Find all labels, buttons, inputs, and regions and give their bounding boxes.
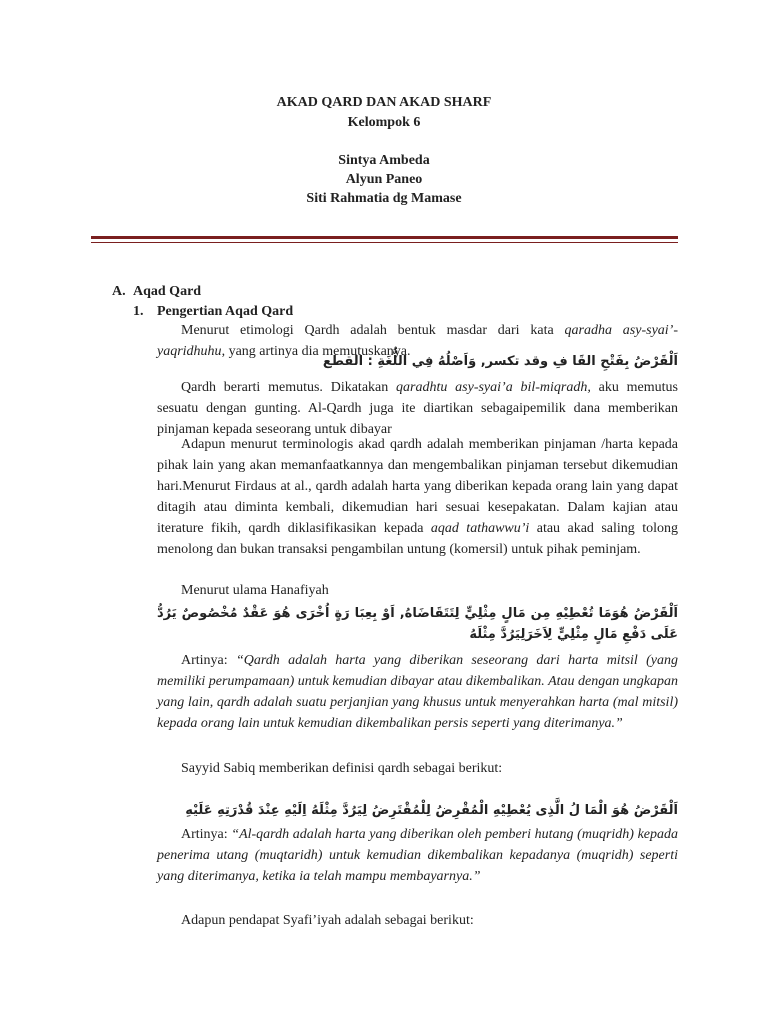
paragraph-translation-2: Artinya: “Al-qardh adalah harta yang diberikan oleh pemberi hutang (muqridh) kepada penerima utang (muqtaridh) untuk kemudian dikembalikan kepadanya (muqridh) seperti yang diterimanya, ketika ia telah mampu membayarnya.” [157, 827, 679, 884]
author-name: Alyun Paneo [345, 172, 423, 187]
author-name: Sintya Ambeda [338, 153, 430, 168]
arabic-sayyid-sabiq: اَلْقَرْضُ هُوَ الْمَا لُ الَّذِى يُعْطِيْهِ الْمُقْرِضُ لِلْمُقْتَرِضُ لِيَرُدَّ مِثْلَهُ اِلَيْهِ عِنْدَ قُدْرَتِهِ عَلَيْهِ [185, 803, 678, 818]
arabic-quote: اَلْقَرْضُ بِفَتْحِ القَا فِ وقد تكسر, وَاَصْلُهُ فِي اللُّغَةِ : القطع [322, 354, 678, 369]
paragraph-translation-1: Artinya: “Qardh adalah harta yang diberikan seseorang dari harta mitsil (yang memiliki perumpamaan) untuk kemudian dibayar atau dikembalikan. Atau dengan ungkapan yang lain, qardh adalah suatu perjanjian yang khusus untuk menyerahkan harta (mal mitsil) kepada orang lain untuk kemudian dikembalikan persis seperti yang diterimanya.” [157, 653, 678, 731]
group-name: Kelompok 6 [347, 115, 421, 130]
subsection-heading: Pengertian Aqad Qard [157, 304, 294, 319]
paragraph-etymology: Menurut etimologi Qardh adalah bentuk masdar dari kata qaradha asy-syai’-yaqridhuhu, yang artinya dia memutuskanya. [157, 323, 678, 359]
title-divider-thin [91, 242, 678, 243]
paragraph-terminology: Adapun menurut terminologis akad qardh adalah memberikan pinjaman /harta kepada pihak lain yang akan memanfaatkannya dan mengembalikan pinjaman tersebut dikemudian hari.Menurut Firdaus at al., qardh adalah harta yang diberikan kepada orang lain yang dapat ditagih atau diminta kembali, dikemudian hari sesuai kesepakatan. Dalam kajian atau iterature fikih, qardh diklasifikasikan kepada aqad tathawwu’i atau akad saling tolong menolong dan bukan transaksi pengambilan untung (komersil) untuk pihak peminjam. [157, 437, 678, 557]
author-name: Siti Rahmatia dg Mamase [306, 191, 462, 206]
title-divider-thick [91, 236, 678, 239]
paragraph-hanafiyah-intro: Menurut ulama Hanafiyah [181, 583, 329, 598]
paragraph-sayyid-sabiq: Sayyid Sabiq memberikan definisi qardh sebagai berikut: [181, 761, 503, 776]
document-title: AKAD QARD DAN AKAD SHARF [276, 95, 492, 110]
paragraph-syafiiyah-intro: Adapun pendapat Syafi’iyah adalah sebagai berikut: [181, 913, 474, 928]
section-marker: A. [112, 284, 126, 299]
section-heading: Aqad Qard [133, 284, 202, 299]
paragraph-qardh-meaning: Qardh berarti memutus. Dikatakan qaradhtu asy-syai’a bil-miqradh, aku memutus sesuatu dengan gunting. Al-Qardh juga ite diartikan sebagaipemilik dana memberikan pinjaman kepada seseorang untuk dibayar [157, 380, 678, 437]
subsection-marker: 1. [133, 304, 144, 319]
arabic-hanafiyah: اَلْقَرْضُ هُوَمَا تُعْطِيْهِ مِن مَالٍ مِثْلِيٍّ لِتَتَقَاضَاهُ, اَوْ بِعِبَا رَةٍ اُخْرَى هُوَ عَقْدٌ مُخْصُوصٌ يَرُدُّ عَلَى دَفْعِ مَالٍ مِثْلِيٍّ لِاَخَرَلِيَرُدَّ مِثْلَهُ [157, 606, 678, 642]
